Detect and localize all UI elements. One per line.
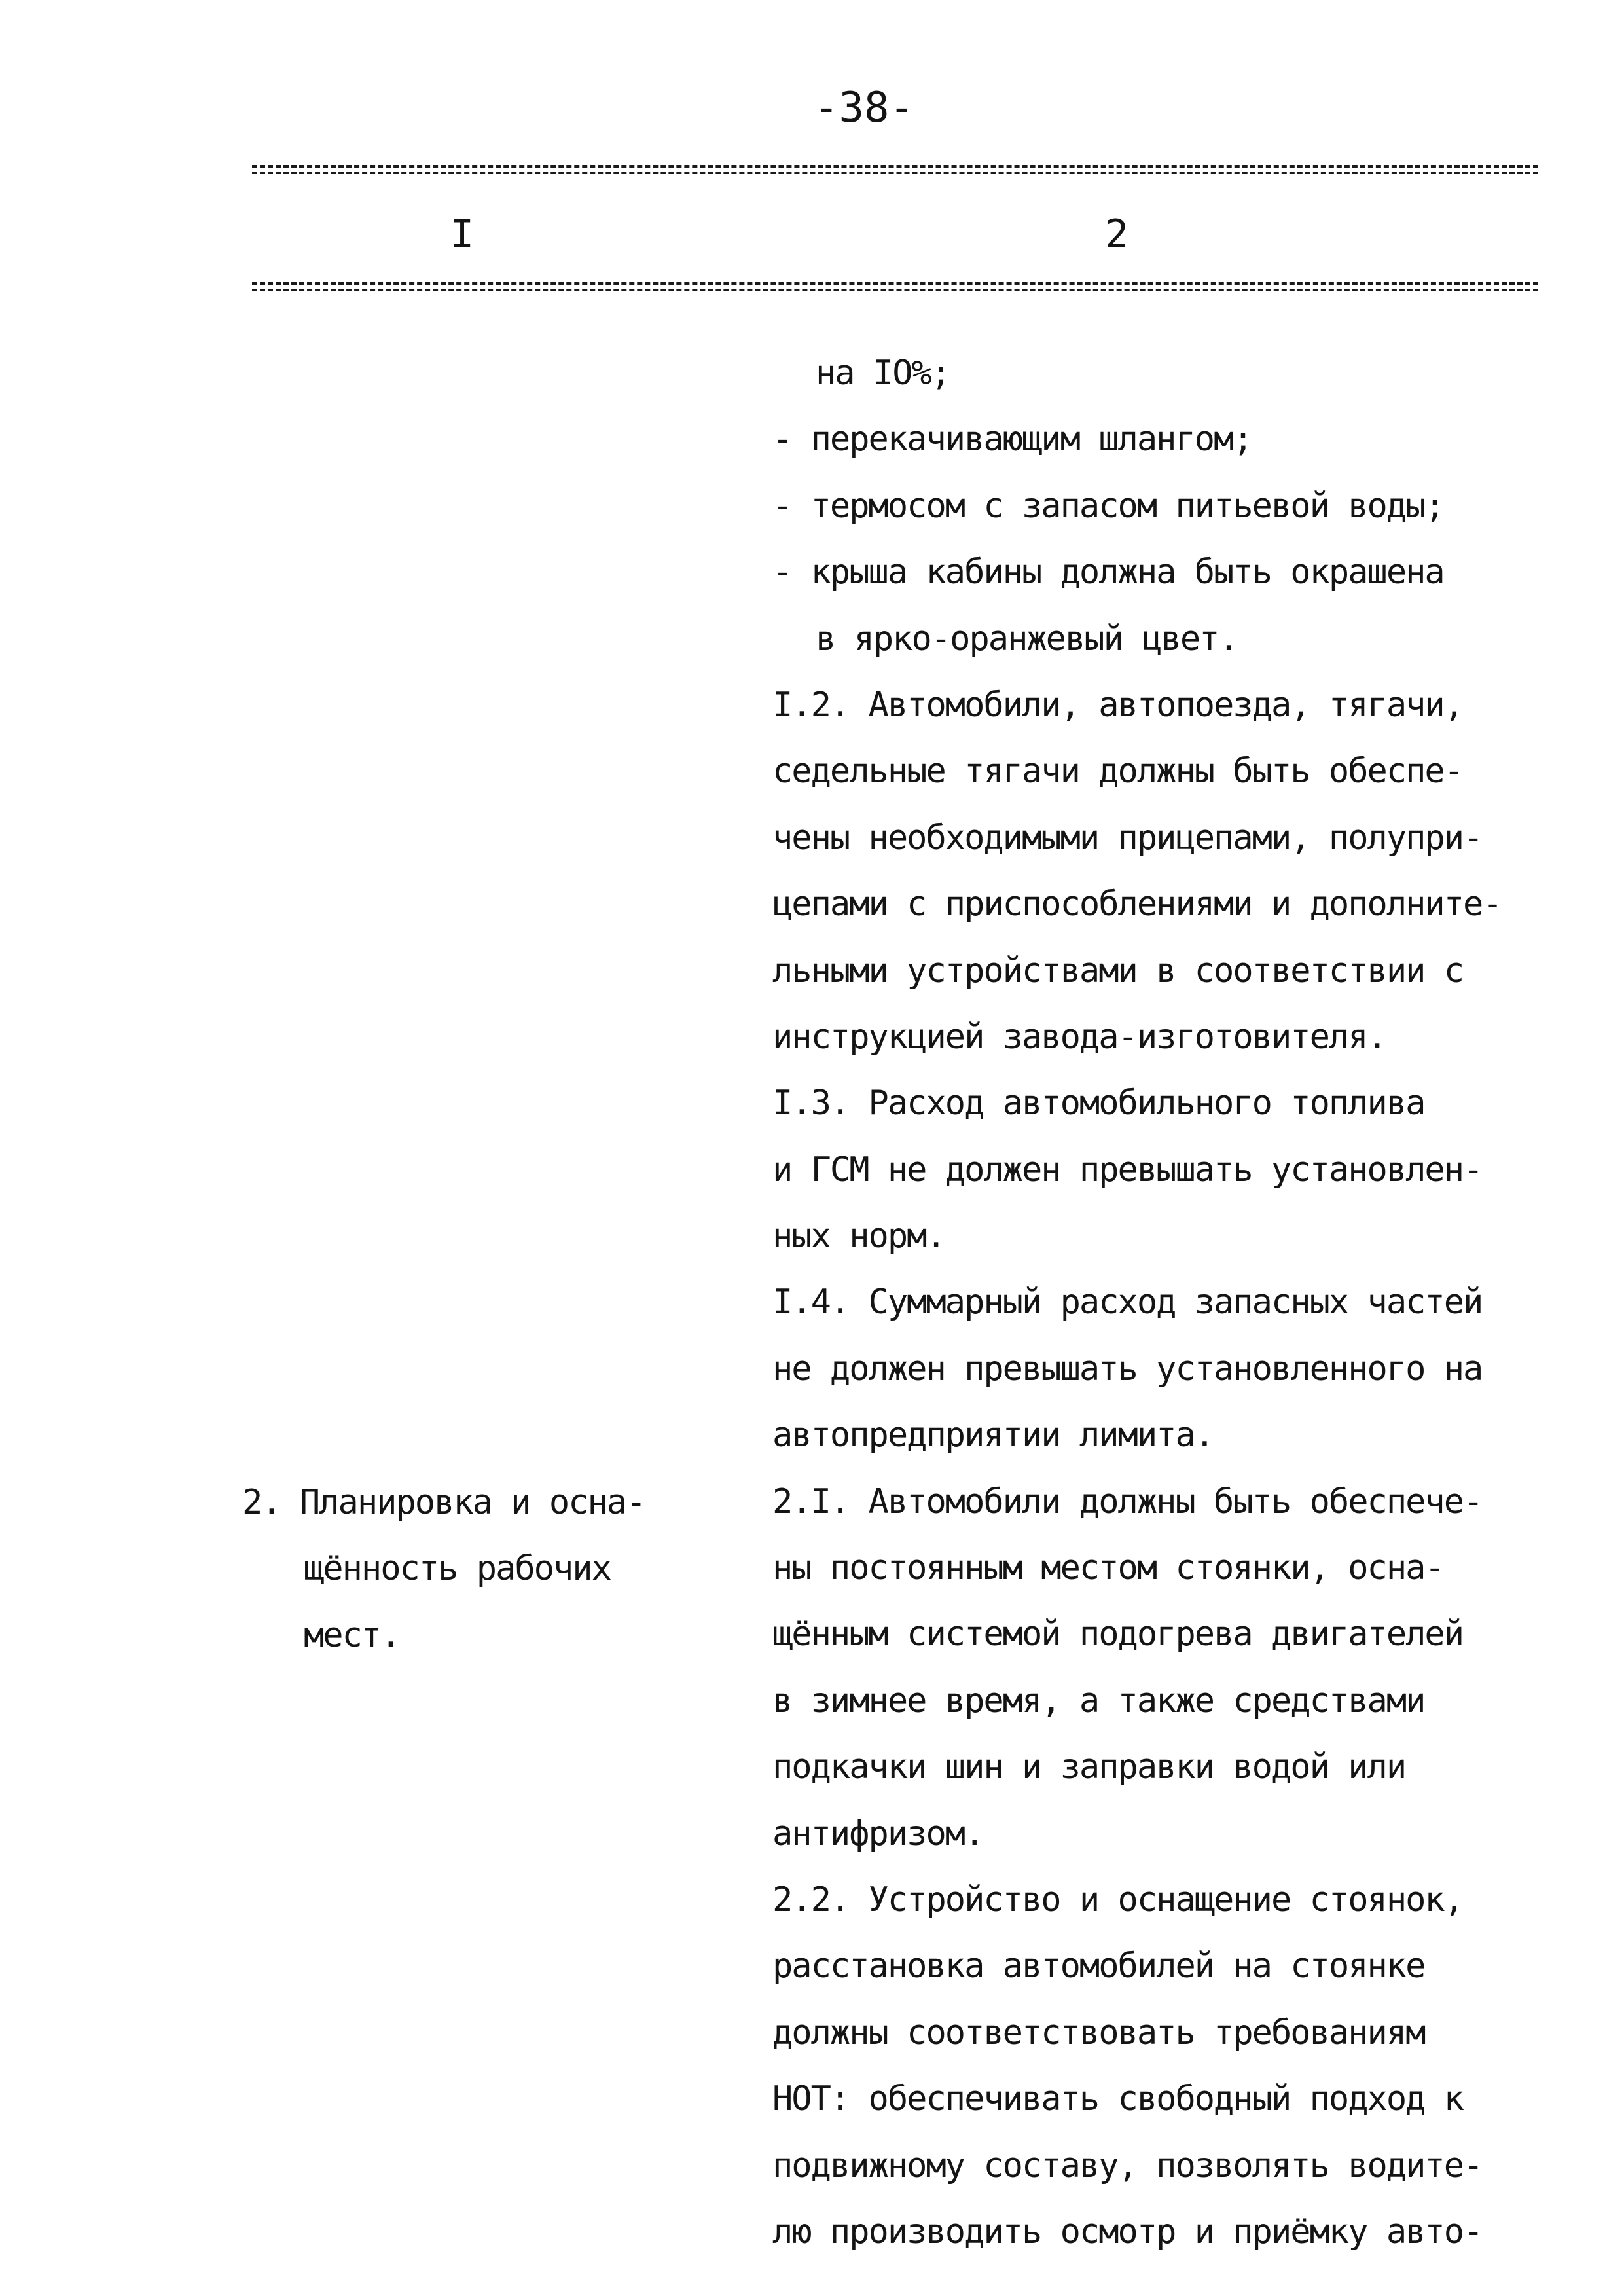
column-2-line: седельные тягачи должны быть обеспе- xyxy=(772,752,1464,792)
column-1-content xyxy=(242,1470,713,1669)
column-2-line: на IO%; xyxy=(816,354,950,393)
column-2-line: подкачки шин и заправки водой или xyxy=(772,1747,1406,1787)
column-2-line: чены необходимыми прицепами, полупри- xyxy=(772,818,1483,858)
column-2-line: - перекачивающим шлангом; xyxy=(772,420,1252,460)
column-1-line: 2. Планировка и осна- xyxy=(242,1483,645,1522)
table-header-top-rule xyxy=(252,165,1538,174)
column-2-line: не должен превышать установленного на xyxy=(772,1349,1483,1389)
column-2-content xyxy=(772,340,1571,2265)
table-header-bottom-rule xyxy=(252,282,1538,291)
column-2-line: цепами с приспособлениями и дополните- xyxy=(772,884,1502,924)
column-2-line: расстановка автомобилей на стоянке xyxy=(772,1946,1425,1986)
column-2-line: - крыша кабины должна быть окрашена xyxy=(772,553,1444,592)
column-1-header: I xyxy=(450,211,475,257)
column-1-line: щённость рабочих xyxy=(304,1549,611,1589)
column-2-line: лю производить осмотр и приёмку авто- xyxy=(772,2212,1483,2251)
column-2-line: инструкцией завода-изготовителя. xyxy=(772,1017,1386,1057)
column-2-header: 2 xyxy=(1105,211,1129,257)
page-number: -38- xyxy=(813,84,915,132)
column-2-line: и ГСМ не должен превышать установлен- xyxy=(772,1150,1483,1190)
column-2-line: в ярко-оранжевый цвет. xyxy=(816,619,1238,659)
column-2-line: льными устройствами в соответствии с xyxy=(772,951,1464,991)
column-1-line: мест. xyxy=(304,1615,400,1655)
column-2-line: автопредприятии лимита. xyxy=(772,1415,1214,1455)
column-2-line: I.3. Расход автомобильного топлива xyxy=(772,1084,1425,1123)
column-2-line: I.4. Суммарный расход запасных частей xyxy=(772,1283,1483,1322)
column-2-line: 2.2. Устройство и оснащение стоянок, xyxy=(772,1880,1464,1920)
column-2-line: 2.I. Автомобили должны быть обеспече- xyxy=(772,1482,1483,1522)
column-2-line: I.2. Автомобили, автопоезда, тягачи, xyxy=(772,685,1464,725)
column-2-line: в зимнее время, а также средствами xyxy=(772,1681,1425,1721)
column-2-line: подвижному составу, позволять водите- xyxy=(772,2145,1483,2185)
column-2-line: должны соответствовать требованиям xyxy=(772,2013,1425,2052)
column-2-line: - термосом с запасом питьевой воды; xyxy=(772,486,1444,526)
column-2-line: НОТ: обеспечивать свободный подход к xyxy=(772,2079,1464,2119)
column-2-line: щённым системой подогрева двигателей xyxy=(772,1614,1464,1654)
column-2-line: антифризом. xyxy=(772,1813,984,1853)
column-2-line: ны постоянным местом стоянки, осна- xyxy=(772,1548,1444,1588)
column-2-line: ных норм. xyxy=(772,1216,945,1256)
